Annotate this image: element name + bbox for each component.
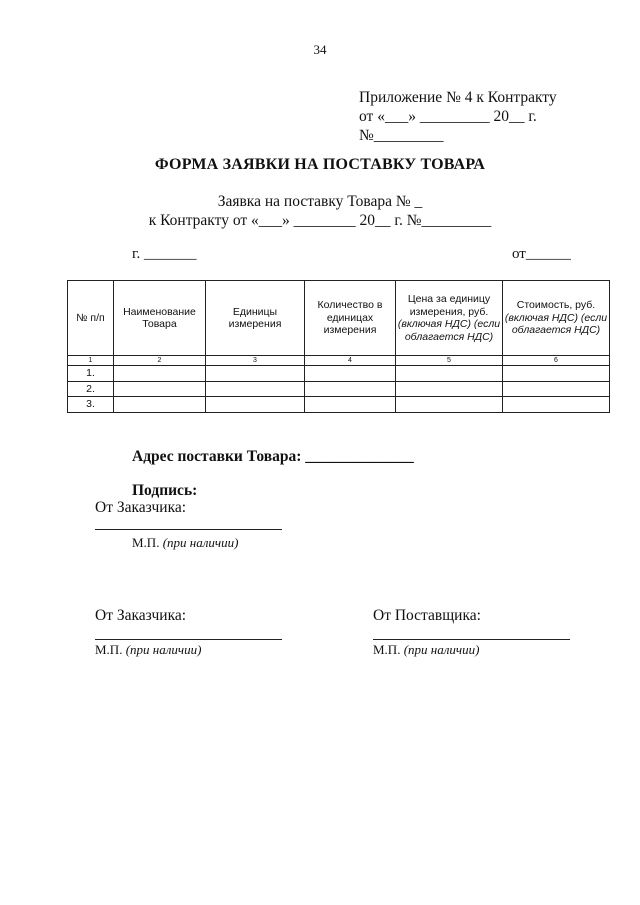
stamp-condition: (при наличии) bbox=[125, 642, 202, 657]
supplier-signature-line bbox=[373, 639, 570, 640]
appendix-line-2: от «___» _________ 20__ г. bbox=[359, 108, 537, 125]
table-cell[interactable] bbox=[305, 381, 396, 397]
header-unit-price-note: (включая НДС) (если облагается НДС) bbox=[397, 318, 501, 343]
table-cell[interactable] bbox=[206, 366, 305, 382]
table-cell[interactable] bbox=[114, 381, 206, 397]
column-index: 3 bbox=[206, 356, 305, 366]
city-field: г. _______ bbox=[132, 246, 197, 262]
table-row bbox=[68, 366, 610, 382]
table-cell[interactable] bbox=[206, 381, 305, 397]
goods-table bbox=[67, 280, 610, 413]
customer-signature-line-2 bbox=[95, 639, 282, 640]
table-header-row bbox=[68, 281, 610, 356]
table-cell[interactable] bbox=[305, 397, 396, 413]
appendix-line-3: №_________ bbox=[359, 127, 444, 144]
page-number: 34 bbox=[313, 42, 327, 57]
date-field: от______ bbox=[512, 246, 571, 262]
table-cell[interactable] bbox=[503, 381, 610, 397]
table-row bbox=[68, 397, 610, 413]
table-row bbox=[68, 381, 610, 397]
stamp-prefix: М.П. bbox=[132, 535, 160, 550]
customer-signature-line bbox=[95, 529, 282, 530]
table-cell[interactable] bbox=[114, 366, 206, 382]
table-cell[interactable]: 2. bbox=[68, 381, 114, 397]
table-cell[interactable] bbox=[396, 366, 503, 382]
form-title: ФОРМА ЗАЯВКИ НА ПОСТАВКУ ТОВАРА bbox=[154, 156, 486, 173]
column-index: 2 bbox=[114, 356, 206, 366]
table-cell[interactable] bbox=[503, 366, 610, 382]
stamp-prefix: М.П. bbox=[95, 642, 123, 657]
signature-title: Подпись: bbox=[132, 482, 198, 499]
supplier-signature-label: От Поставщика: bbox=[373, 607, 481, 624]
delivery-address-label: Адрес поставки Товара: ______________ bbox=[132, 448, 414, 465]
table-cell[interactable] bbox=[503, 397, 610, 413]
request-line-2: к Контракту от «___» ________ 20__ г. №_________ bbox=[148, 212, 492, 229]
stamp-note-supplier bbox=[373, 642, 479, 658]
column-index: 5 bbox=[396, 356, 503, 366]
column-index: 6 bbox=[503, 356, 610, 366]
column-index-row bbox=[68, 356, 610, 366]
stamp-condition: (при наличии) bbox=[403, 642, 480, 657]
table-cell[interactable] bbox=[206, 397, 305, 413]
customer-signature-label: От Заказчика: bbox=[95, 499, 187, 516]
table-cell[interactable]: 1. bbox=[68, 366, 114, 382]
table-cell[interactable] bbox=[396, 397, 503, 413]
header-unit: Единицы измерения bbox=[206, 281, 305, 356]
table-cell[interactable] bbox=[396, 381, 503, 397]
customer-signature-label-2: От Заказчика: bbox=[95, 607, 187, 624]
column-index: 1 bbox=[68, 356, 114, 366]
appendix-line-1: Приложение № 4 к Контракту bbox=[359, 89, 557, 106]
header-quantity: Количество в единицах измерения bbox=[305, 281, 396, 356]
header-total-cost-note: (включая НДС) (если облагается НДС) bbox=[504, 311, 608, 337]
header-row-number: № п/п bbox=[68, 281, 114, 356]
column-index: 4 bbox=[305, 356, 396, 366]
stamp-note bbox=[132, 535, 238, 551]
stamp-condition: (при наличии) bbox=[162, 535, 239, 550]
appendix-reference bbox=[359, 88, 557, 145]
header-unit-price: Цена за единицу измерения, руб. (включая НДС) (если облагается НДС) bbox=[396, 281, 503, 356]
request-heading bbox=[0, 192, 640, 230]
table-cell[interactable] bbox=[305, 366, 396, 382]
header-total-cost: Стоимость, руб. (включая НДС) (если облагается НДС) bbox=[503, 281, 610, 356]
header-product-name: Наименование Товара bbox=[114, 281, 206, 356]
table-cell[interactable]: 3. bbox=[68, 397, 114, 413]
stamp-prefix: М.П. bbox=[373, 642, 401, 657]
stamp-note-customer bbox=[95, 642, 201, 658]
request-line-1: Заявка на поставку Товара № _ bbox=[217, 193, 423, 210]
table-cell[interactable] bbox=[114, 397, 206, 413]
